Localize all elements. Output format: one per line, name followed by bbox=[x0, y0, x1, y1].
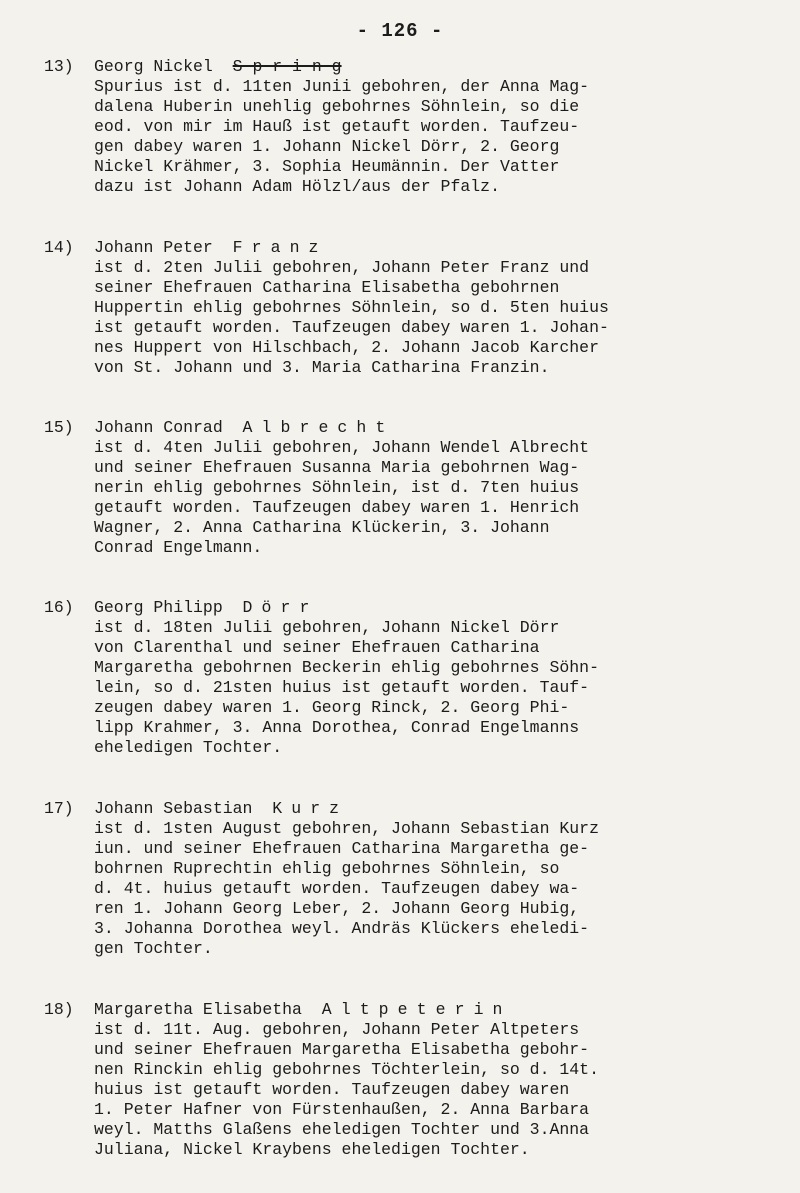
entry-number: 14) bbox=[44, 238, 74, 257]
entry-line: ist getauft worden. Taufzeugen dabey waren 1. Johan- bbox=[94, 318, 609, 337]
entry-line: 1. Peter Hafner von Fürstenhaußen, 2. Anna Barbara bbox=[94, 1100, 590, 1119]
entry-heading bbox=[94, 57, 342, 76]
entry-line: Huppertin ehlig gebohrnes Söhnlein, so d. 5ten huius bbox=[94, 298, 609, 317]
entry-line: bohrnen Ruprechtin ehlig gebohrnes Söhnlein, so bbox=[94, 859, 560, 878]
entry-line: nes Huppert von Hilschbach, 2. Johann Jacob Karcher bbox=[94, 338, 599, 357]
entry-line: Margaretha gebohrnen Beckerin ehlig gebohrnes Söhn- bbox=[94, 658, 599, 677]
child-surname: S-p-r-i-n-g bbox=[232, 57, 342, 76]
entry-heading bbox=[94, 1000, 512, 1019]
entry-line: von St. Johann und 3. Maria Catharina Franzin. bbox=[94, 358, 550, 377]
entry-line: d. 4t. huius getauft worden. Taufzeugen dabey wa- bbox=[94, 879, 580, 898]
entry-heading bbox=[94, 598, 318, 617]
entry-line: Nickel Krähmer, 3. Sophia Heumännin. Der Vatter bbox=[94, 157, 560, 176]
child-surname: Altpeterin bbox=[321, 1000, 512, 1019]
entry-line: weyl. Matths Glaßens eheledigen Tochter und 3.Anna bbox=[94, 1120, 590, 1139]
entry-line: ist d. 4ten Julii gebohren, Johann Wendel Albrecht bbox=[94, 438, 590, 457]
entry-line: ist d. 18ten Julii gebohren, Johann Nickel Dörr bbox=[94, 618, 560, 637]
entry-heading bbox=[94, 799, 348, 818]
entry-heading bbox=[94, 418, 394, 437]
entry-number: 17) bbox=[44, 799, 74, 818]
page-number: - 126 - bbox=[356, 20, 444, 42]
entry-line: und seiner Ehefrauen Margaretha Elisabetha gebohr- bbox=[94, 1040, 590, 1059]
entry-line: Juliana, Nickel Kraybens eheledigen Tochter. bbox=[94, 1140, 530, 1159]
entry-line: 3. Johanna Dorothea weyl. Andräs Klückers eheledi- bbox=[94, 919, 590, 938]
entry-number: 15) bbox=[44, 418, 74, 437]
entry-line: huius ist getauft worden. Taufzeugen dabey waren bbox=[94, 1080, 570, 1099]
entry-line: nerin ehlig gebohrnes Söhnlein, ist d. 7ten huius bbox=[94, 478, 580, 497]
entry-line: seiner Ehefrauen Catharina Elisabetha gebohrnen bbox=[94, 278, 560, 297]
entry-line: ist d. 2ten Julii gebohren, Johann Peter Franz und bbox=[94, 258, 590, 277]
entry-line: gen dabey waren 1. Johann Nickel Dörr, 2. Georg bbox=[94, 137, 560, 156]
child-name: Margaretha Elisabetha bbox=[94, 1000, 302, 1019]
entry-number: 13) bbox=[44, 57, 74, 76]
entry-line: dazu ist Johann Adam Hölzl/aus der Pfalz. bbox=[94, 177, 500, 196]
child-surname: Albrecht bbox=[242, 418, 395, 437]
entry-line: dalena Huberin unehlig gebohrnes Söhnlein, so die bbox=[94, 97, 580, 116]
entry-line: und seiner Ehefrauen Susanna Maria gebohrnen Wag- bbox=[94, 458, 580, 477]
child-name: Johann Sebastian bbox=[94, 799, 253, 818]
entry-line: eod. von mir im Hauß ist getauft worden. Taufzeu- bbox=[94, 117, 580, 136]
child-surname: Kurz bbox=[272, 799, 349, 818]
entry-line: Wagner, 2. Anna Catharina Klückerin, 3. Johann bbox=[94, 518, 550, 537]
entry-line: ist d. 11t. Aug. gebohren, Johann Peter Altpeters bbox=[94, 1020, 580, 1039]
child-name: Georg Philipp bbox=[94, 598, 223, 617]
child-name: Johann Conrad bbox=[94, 418, 223, 437]
entry-line: lipp Krahmer, 3. Anna Dorothea, Conrad Engelmanns bbox=[94, 718, 580, 737]
entry-line: von Clarenthal und seiner Ehefrauen Catharina bbox=[94, 638, 540, 657]
entry-line: lein, so d. 21sten huius ist getauft worden. Tauf- bbox=[94, 678, 590, 697]
entry-line: zeugen dabey waren 1. Georg Rinck, 2. Georg Phi- bbox=[94, 698, 570, 717]
entry-line: ren 1. Johann Georg Leber, 2. Johann Georg Hubig, bbox=[94, 899, 580, 918]
entry-heading bbox=[94, 238, 328, 257]
entry-line: iun. und seiner Ehefrauen Catharina Margaretha ge- bbox=[94, 839, 590, 858]
entry-number: 16) bbox=[44, 598, 74, 617]
entry-number: 18) bbox=[44, 1000, 74, 1019]
entry-line: nen Rinckin ehlig gebohrnes Töchterlein, so d. 14t. bbox=[94, 1060, 599, 1079]
entry-line: ist d. 1sten August gebohren, Johann Sebastian Kurz bbox=[94, 819, 599, 838]
entry-line: Conrad Engelmann. bbox=[94, 538, 263, 557]
child-surname: Dörr bbox=[242, 598, 319, 617]
child-surname: Franz bbox=[232, 238, 328, 257]
entry-line: eheledigen Tochter. bbox=[94, 738, 283, 757]
entry-line: getauft worden. Taufzeugen dabey waren 1. Henrich bbox=[94, 498, 580, 517]
child-name: Johann Peter bbox=[94, 238, 213, 257]
child-name: Georg Nickel bbox=[94, 57, 213, 76]
entry-line: gen Tochter. bbox=[94, 939, 213, 958]
entry-line: Spurius ist d. 11ten Junii gebohren, der Anna Mag- bbox=[94, 77, 590, 96]
